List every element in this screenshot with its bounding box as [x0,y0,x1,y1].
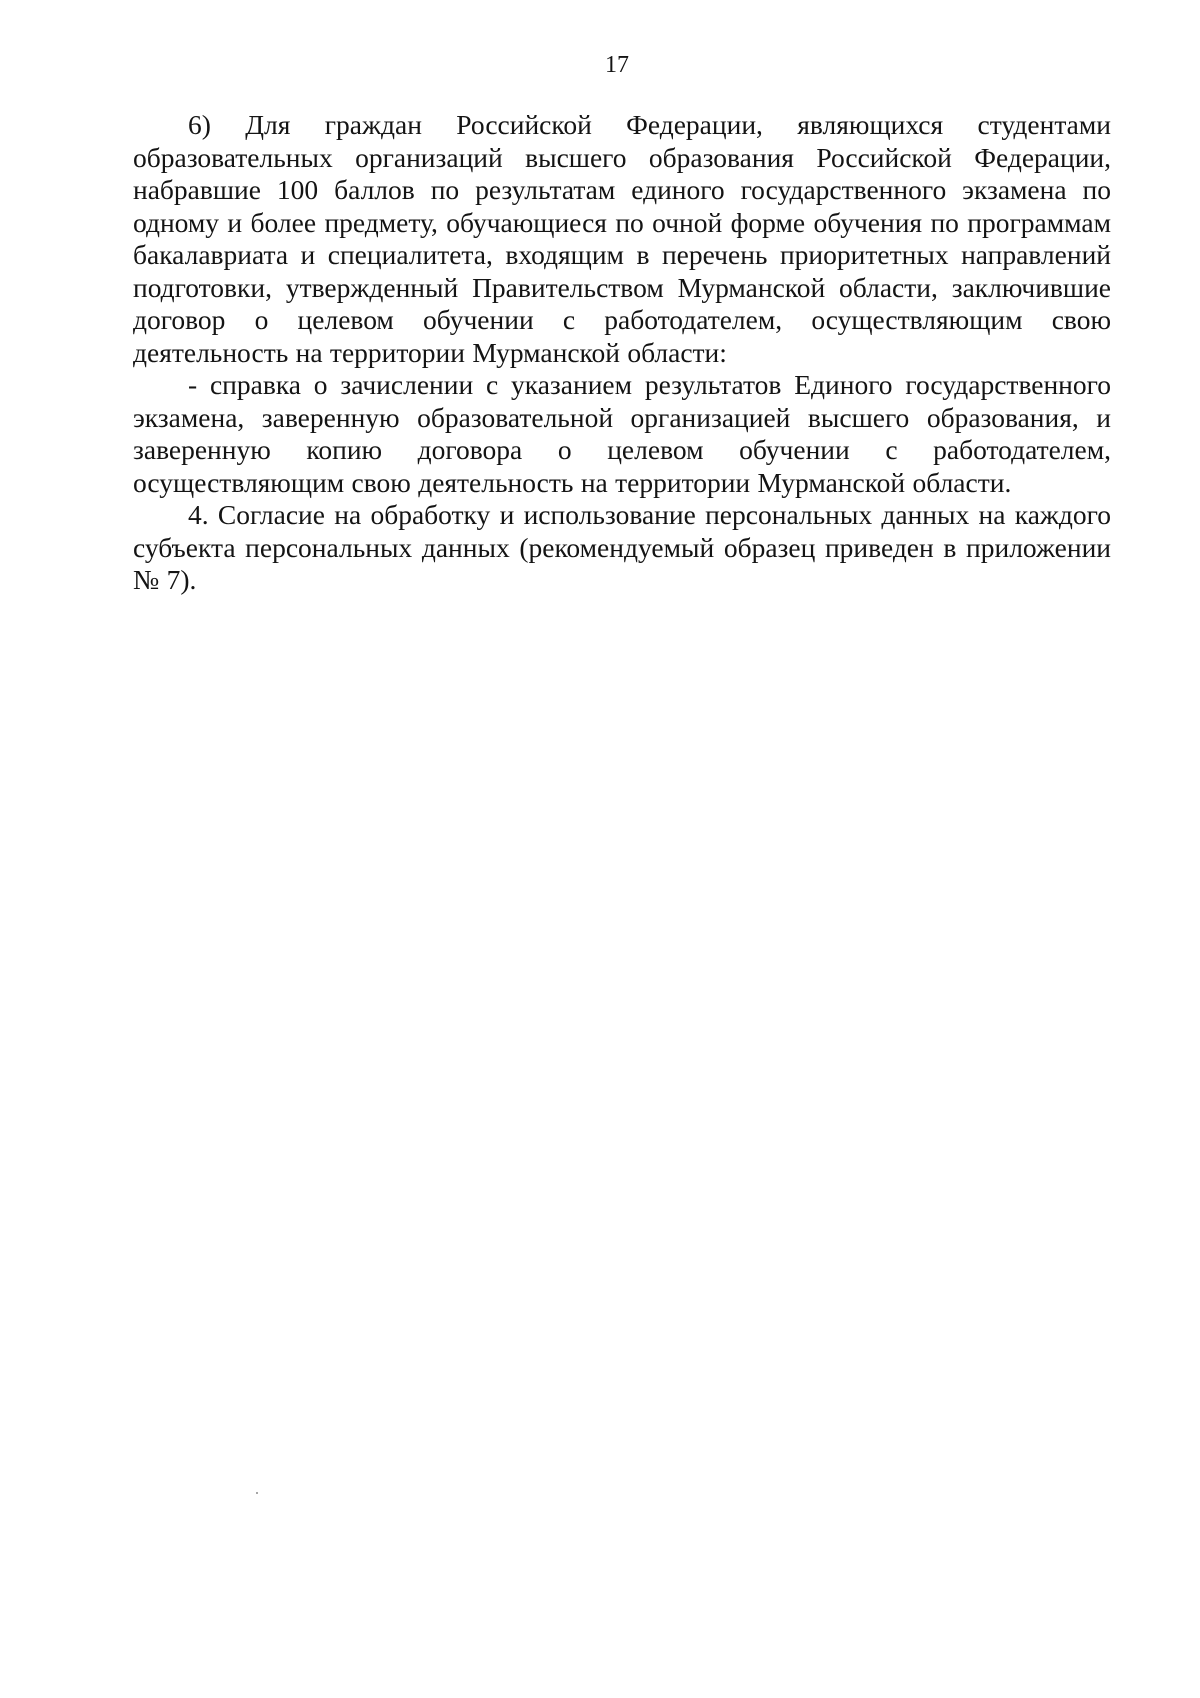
paragraph-certificate-note: - справка о зачислении с указанием результатов Единого государственного экзамена, заверенную образовательной организацией высшего образования, и заверенную копию договора о целевом обучении с работодателем, осуществляющим свою деятельность на территории Мурманской области. [133,369,1111,498]
page-number: 17 [605,52,629,78]
paragraph-item-4-consent: 4. Согласие на обработку и использование персональных данных на каждого субъекта персональных данных (рекомендуемый образец приведен в приложении № 7). [133,499,1111,595]
scan-speck [256,1492,258,1494]
document-body [133,109,1111,597]
paragraph-item-6: 6) Для граждан Российской Федерации, являющихся студентами образовательных организаций высшего образования Российской Федерации, набравшие 100 баллов по результатам единого государственного экзамена по одному и более предмету, обучающиеся по очной форме обучения по программам бакалавриата и специалитета, входящим в перечень приоритетных направлений подготовки, утвержденный Правительством Мурманской области, заключившие договор о целевом обучении с работодателем, осуществляющим свою деятельность на территории Мурманской области: [133,109,1111,368]
